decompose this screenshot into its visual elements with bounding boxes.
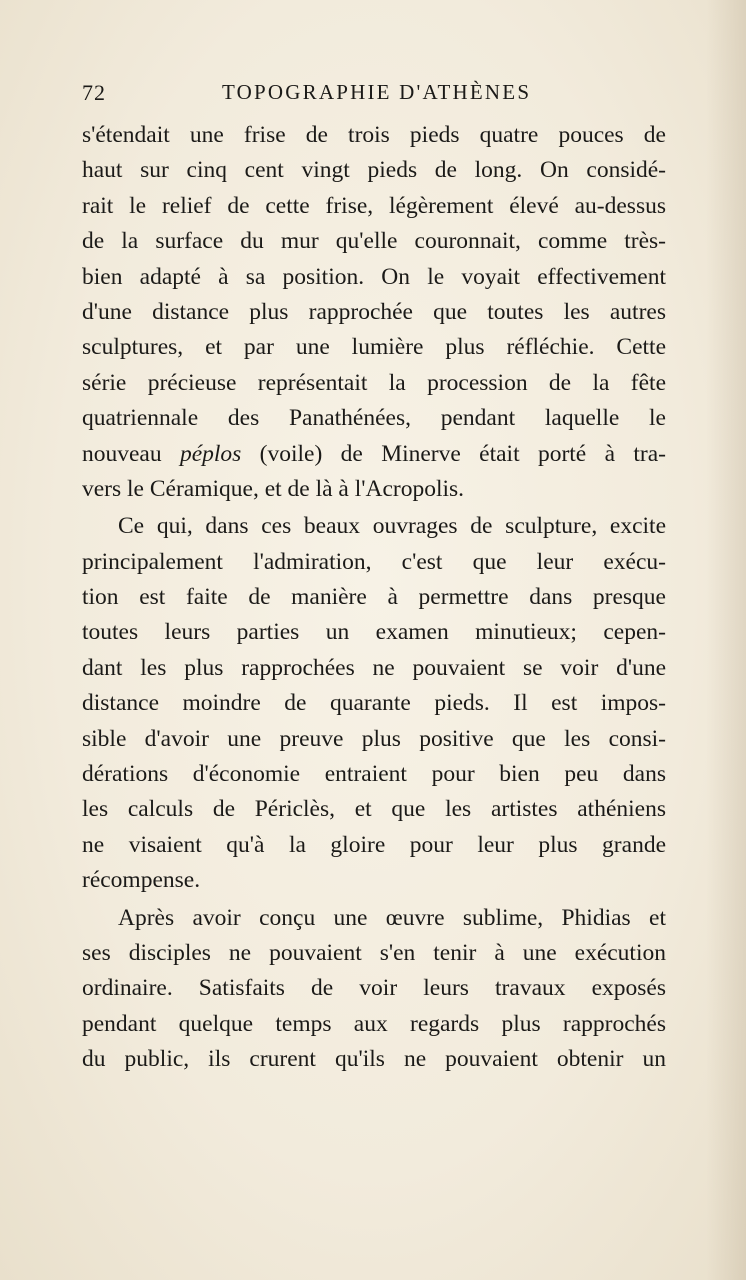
text-segment: nouveau bbox=[82, 440, 180, 467]
text-line: sible d'avoir une preuve plus positive que les consi- bbox=[82, 725, 666, 752]
text-line: les calculs de Périclès, et que les artistes athéniens bbox=[82, 796, 666, 823]
text-line: principalement l'admiration, c'est que leur exécu- bbox=[82, 548, 666, 575]
text-line: quatriennale des Panathénées, pendant laquelle le bbox=[82, 405, 666, 432]
text-line: toutes leurs parties un examen minutieux; cepen- bbox=[82, 619, 666, 646]
page-header bbox=[82, 80, 682, 110]
text-line: Ce qui, dans ces beaux ouvrages de sculpture, excite bbox=[118, 513, 666, 540]
text-line: dérations d'économie entraient pour bien peu dans bbox=[82, 761, 666, 788]
paragraph-3 bbox=[82, 901, 666, 1078]
text-line: haut sur cinq cent vingt pieds de long. On considé- bbox=[82, 157, 666, 184]
page-number: 72 bbox=[82, 80, 106, 105]
text-line: série précieuse représentait la procession de la fête bbox=[82, 369, 666, 396]
page-edge-shadow bbox=[706, 0, 746, 1280]
text-line: bien adapté à sa position. On le voyait effectivement bbox=[82, 263, 666, 290]
text-line: récompense. bbox=[82, 867, 201, 894]
text-line: pendant quelque temps aux regards plus rapprochés bbox=[82, 1010, 666, 1037]
italic-term: péplos bbox=[179, 440, 242, 467]
text-line: ordinaire. Satisfaits de voir leurs travaux exposés bbox=[82, 975, 666, 1002]
text-line: ne visaient qu'à la gloire pour leur plus grande bbox=[82, 831, 666, 858]
text-line: de la surface du mur qu'elle couronnait, comme très- bbox=[82, 228, 666, 255]
text-line: du public, ils crurent qu'ils ne pouvaient obtenir un bbox=[82, 1046, 666, 1073]
text-line: Après avoir conçu une œuvre sublime, Phidias et bbox=[118, 904, 666, 931]
running-head: TOPOGRAPHIE D'ATHÈNES bbox=[222, 80, 532, 104]
text-line: ses disciples ne pouvaient s'en tenir à une exécution bbox=[82, 939, 666, 966]
text-line: distance moindre de quarante pieds. Il est impos- bbox=[82, 690, 666, 717]
text-line: s'étendait une frise de trois pieds quatre pouces de bbox=[82, 122, 666, 148]
body-text bbox=[82, 118, 666, 1078]
text-line: vers le Céramique, et de là à l'Acropolis. bbox=[82, 475, 465, 502]
text-line: rait le relief de cette frise, légèrement élevé au-dessus bbox=[82, 192, 666, 219]
text-line: sculptures, et par une lumière plus réfléchie. Cette bbox=[82, 334, 666, 361]
text-line: d'une distance plus rapprochée que toutes les autres bbox=[82, 298, 666, 325]
text-line: dant les plus rapprochées ne pouvaient se voir d'une bbox=[82, 654, 666, 681]
text-line: tion est faite de manière à permettre dans presque bbox=[82, 584, 666, 611]
paragraph-1 bbox=[82, 118, 666, 507]
paragraph-2 bbox=[82, 509, 666, 898]
text-line-with-italic bbox=[82, 437, 666, 472]
text-segment: (voile) de Minerve était porté à tra- bbox=[241, 440, 666, 467]
